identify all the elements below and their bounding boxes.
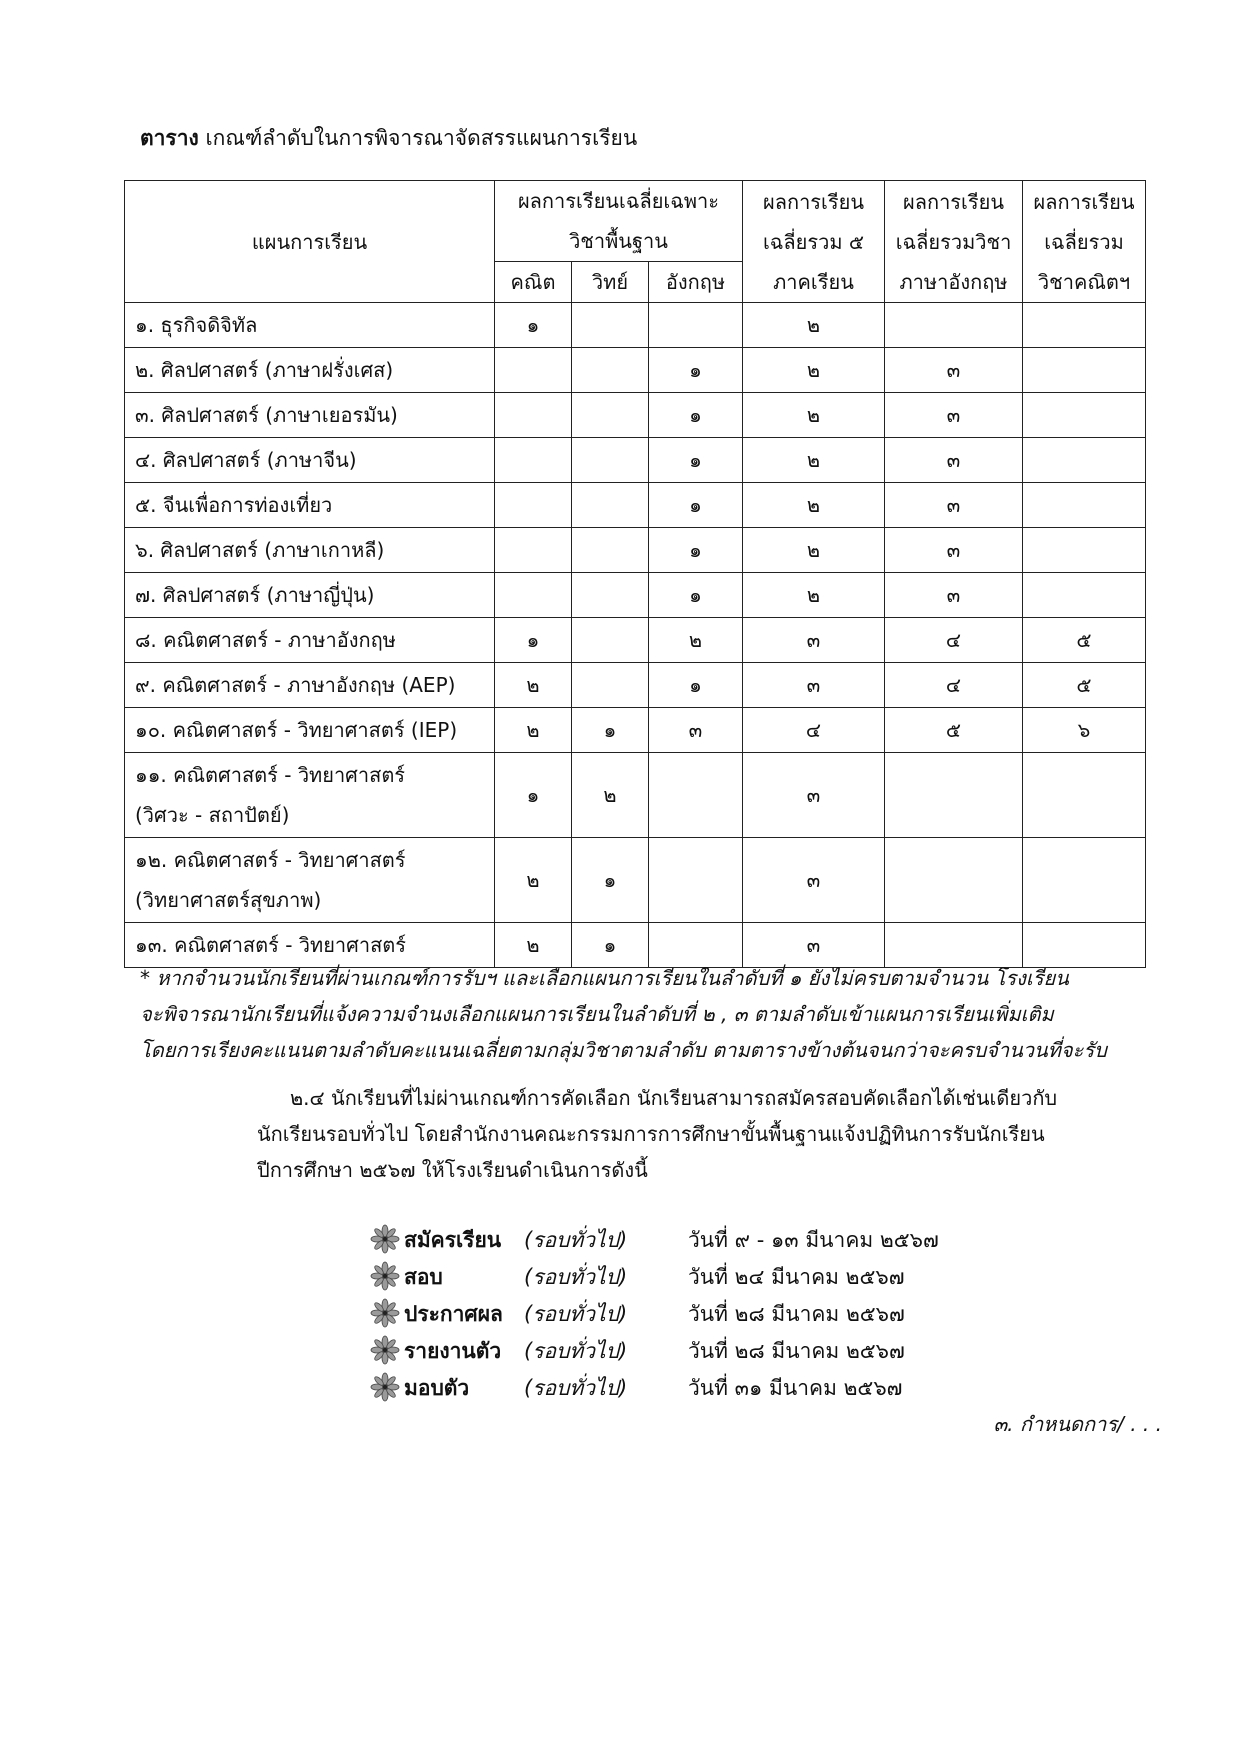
header-avg-math: ผลการเรียน เฉลี่ยรวม วิชาคณิตฯ <box>1023 181 1146 303</box>
rank-enggrp: ๔ <box>885 663 1023 708</box>
header-english: อังกฤษ <box>649 262 743 303</box>
flower-bullet-icon <box>370 1261 400 1291</box>
schedule-date: วันที่ ๒๘ มีนาคม ๒๕๖๗ <box>688 1339 905 1363</box>
rank-eng <box>649 303 743 348</box>
plan-name: ๕. จีนเพื่อการท่องเที่ยว <box>125 483 495 528</box>
plan-name: ๑๐. คณิตศาสตร์ - วิทยาศาสตร์ (IEP) <box>125 708 495 753</box>
plan-name: ๓. ศิลปศาสตร์ (ภาษาเยอรมัน) <box>125 393 495 438</box>
schedule-date: วันที่ ๙ - ๑๓ มีนาคม ๒๕๖๗ <box>688 1228 939 1252</box>
table-row <box>125 663 1146 708</box>
rank-enggrp: ๔ <box>885 618 1023 663</box>
table-row <box>125 838 1146 923</box>
plan-name: ๒. ศิลปศาสตร์ (ภาษาฝรั่งเศส) <box>125 348 495 393</box>
rank-mathgrp <box>1023 303 1146 348</box>
rank-enggrp: ๓ <box>885 348 1023 393</box>
schedule-item <box>370 1368 1070 1405</box>
rank-mathgrp: ๕ <box>1023 663 1146 708</box>
rank-eng <box>649 838 743 923</box>
schedule-item <box>370 1257 1070 1294</box>
table-row <box>125 438 1146 483</box>
note-line-2: จะพิจารณานักเรียนที่แจ้งความจำนงเลือกแผนการเรียนในลำดับที่ ๒ , ๓ ตามลำดับเข้าแผนการเรียนเพิ่มเติม <box>140 1002 1054 1026</box>
rank-avg5: ๒ <box>743 483 885 528</box>
rank-math: ๒ <box>495 838 572 923</box>
rank-math: ๒ <box>495 708 572 753</box>
rank-sci <box>572 438 649 483</box>
table-row <box>125 618 1146 663</box>
rank-enggrp: ๕ <box>885 708 1023 753</box>
schedule-round: (รอบทั่วไป) <box>524 1339 628 1363</box>
schedule-item <box>370 1331 1070 1368</box>
rank-sci <box>572 528 649 573</box>
rank-math: ๑ <box>495 753 572 838</box>
rank-sci: ๑ <box>572 923 649 968</box>
rank-eng: ๑ <box>649 483 743 528</box>
para-line-2: นักเรียนรอบทั่วไป โดยสำนักงานคณะกรรมการการศึกษาขั้นพื้นฐานแจ้งปฏิทินการรับนักเรียน <box>257 1122 1045 1146</box>
header-math: คณิต <box>495 262 572 303</box>
rank-avg5: ๒ <box>743 348 885 393</box>
schedule-item <box>370 1294 1070 1331</box>
rank-sci: ๑ <box>572 708 649 753</box>
rank-math <box>495 438 572 483</box>
criteria-table <box>124 180 1146 968</box>
rank-avg5: ๒ <box>743 303 885 348</box>
rank-sci <box>572 393 649 438</box>
rank-math <box>495 483 572 528</box>
schedule-label: ประกาศผล <box>404 1302 503 1326</box>
table-row <box>125 573 1146 618</box>
table-row <box>125 303 1146 348</box>
schedule-round: (รอบทั่วไป) <box>524 1228 628 1252</box>
table-row <box>125 708 1146 753</box>
note-line-3: โดยการเรียงคะแนนตามลำดับคะแนนเฉลี่ยตามกลุ่มวิชาตามลำดับ ตามตารางข้างต้นจนกว่าจะครบจำนวนที่จะรับ <box>140 1038 1107 1062</box>
flower-bullet-icon <box>370 1298 400 1328</box>
rank-mathgrp <box>1023 573 1146 618</box>
rank-math <box>495 393 572 438</box>
schedule-date: วันที่ ๓๑ มีนาคม ๒๕๖๗ <box>688 1376 903 1400</box>
rank-math <box>495 348 572 393</box>
para-line-3: ปีการศึกษา ๒๕๖๗ ให้โรงเรียนดำเนินการดังนี้ <box>257 1158 648 1182</box>
page-continuation: ๓. กำหนดการ/ . . . <box>993 1412 1162 1436</box>
rank-sci <box>572 663 649 708</box>
caption-text: เกณฑ์ลำดับในการพิจารณาจัดสรรแผนการเรียน <box>198 126 638 150</box>
flower-bullet-icon <box>370 1372 400 1402</box>
schedule-round: (รอบทั่วไป) <box>524 1376 628 1400</box>
rank-avg5: ๒ <box>743 573 885 618</box>
caption-prefix: ตาราง <box>140 126 199 150</box>
table-row <box>125 753 1146 838</box>
rank-eng: ๑ <box>649 573 743 618</box>
rank-avg5: ๓ <box>743 838 885 923</box>
rank-mathgrp: ๖ <box>1023 708 1146 753</box>
plan-name: ๑. ธุรกิจดิจิทัล <box>125 303 495 348</box>
rank-sci <box>572 483 649 528</box>
table-caption <box>140 122 637 155</box>
rank-sci <box>572 303 649 348</box>
note-line-1: * หากจำนวนนักเรียนที่ผ่านเกณฑ์การรับฯ และเลือกแผนการเรียนในลำดับที่ ๑ ยังไม่ครบตามจำนวน โรงเรียน <box>140 966 1069 990</box>
schedule-label: รายงานตัว <box>404 1339 502 1363</box>
plan-name: ๔. ศิลปศาสตร์ (ภาษาจีน) <box>125 438 495 483</box>
rank-avg5: ๒ <box>743 393 885 438</box>
rank-sci <box>572 618 649 663</box>
schedule-label: สอบ <box>404 1265 443 1289</box>
rank-enggrp <box>885 303 1023 348</box>
rank-math: ๒ <box>495 663 572 708</box>
table-row <box>125 393 1146 438</box>
flower-bullet-icon <box>370 1224 400 1254</box>
schedule-round: (รอบทั่วไป) <box>524 1302 628 1326</box>
plan-name: ๑๒. คณิตศาสตร์ - วิทยาศาสตร์ (วิทยาศาสตร์สุขภาพ) <box>125 838 495 923</box>
plan-name: ๖. ศิลปศาสตร์ (ภาษาเกาหลี) <box>125 528 495 573</box>
rank-mathgrp <box>1023 348 1146 393</box>
rank-eng: ๓ <box>649 708 743 753</box>
header-science: วิทย์ <box>572 262 649 303</box>
rank-mathgrp <box>1023 393 1146 438</box>
schedule-round: (รอบทั่วไป) <box>524 1265 628 1289</box>
flower-bullet-icon <box>370 1335 400 1365</box>
rank-math <box>495 573 572 618</box>
rank-math: ๑ <box>495 618 572 663</box>
rank-sci <box>572 348 649 393</box>
rank-eng <box>649 753 743 838</box>
header-basic-subjects: ผลการเรียนเฉลี่ยเฉพาะ วิชาพื้นฐาน <box>495 181 743 262</box>
schedule-label: มอบตัว <box>404 1376 470 1400</box>
rank-mathgrp: ๕ <box>1023 618 1146 663</box>
rank-sci: ๑ <box>572 838 649 923</box>
plan-name: ๑๓. คณิตศาสตร์ - วิทยาศาสตร์ <box>125 923 495 968</box>
plan-name: ๗. ศิลปศาสตร์ (ภาษาญี่ปุ่น) <box>125 573 495 618</box>
schedule-date: วันที่ ๒๘ มีนาคม ๒๕๖๗ <box>688 1302 905 1326</box>
plan-name: ๘. คณิตศาสตร์ - ภาษาอังกฤษ <box>125 618 495 663</box>
rank-eng: ๑ <box>649 393 743 438</box>
rank-avg5: ๒ <box>743 528 885 573</box>
table-row <box>125 483 1146 528</box>
header-avg-english: ผลการเรียน เฉลี่ยรวมวิชา ภาษาอังกฤษ <box>885 181 1023 303</box>
rank-enggrp: ๓ <box>885 438 1023 483</box>
rank-avg5: ๔ <box>743 708 885 753</box>
rank-sci <box>572 573 649 618</box>
rank-enggrp <box>885 753 1023 838</box>
rank-eng: ๑ <box>649 663 743 708</box>
rank-enggrp: ๓ <box>885 573 1023 618</box>
rank-math: ๑ <box>495 303 572 348</box>
schedule-label: สมัครเรียน <box>404 1228 502 1252</box>
rank-math <box>495 528 572 573</box>
rank-avg5: ๓ <box>743 663 885 708</box>
rank-avg5: ๓ <box>743 618 885 663</box>
rank-enggrp: ๓ <box>885 393 1023 438</box>
rank-sci: ๒ <box>572 753 649 838</box>
rank-eng: ๑ <box>649 528 743 573</box>
rank-mathgrp <box>1023 838 1146 923</box>
rank-mathgrp <box>1023 438 1146 483</box>
rank-eng: ๒ <box>649 618 743 663</box>
header-avg-5-terms: ผลการเรียน เฉลี่ยรวม ๕ ภาคเรียน <box>743 181 885 303</box>
rank-eng: ๑ <box>649 348 743 393</box>
rank-enggrp <box>885 838 1023 923</box>
rank-eng: ๑ <box>649 438 743 483</box>
table-row <box>125 528 1146 573</box>
rank-enggrp: ๓ <box>885 528 1023 573</box>
plan-name: ๑๑. คณิตศาสตร์ - วิทยาศาสตร์ (วิศวะ - สถาปัตย์) <box>125 753 495 838</box>
table-row <box>125 348 1146 393</box>
rank-avg5: ๓ <box>743 753 885 838</box>
rank-avg5: ๒ <box>743 438 885 483</box>
schedule-list <box>370 1220 1070 1405</box>
rank-avg5: ๓ <box>743 923 885 968</box>
rank-mathgrp <box>1023 483 1146 528</box>
para-line-1: ๒.๔ นักเรียนที่ไม่ผ่านเกณฑ์การคัดเลือก นักเรียนสามารถสมัครสอบคัดเลือกได้เช่นเดียวกับ <box>290 1086 1058 1110</box>
rank-math: ๒ <box>495 923 572 968</box>
rank-mathgrp <box>1023 753 1146 838</box>
rank-enggrp: ๓ <box>885 483 1023 528</box>
plan-name: ๙. คณิตศาสตร์ - ภาษาอังกฤษ (AEP) <box>125 663 495 708</box>
rank-mathgrp <box>1023 528 1146 573</box>
header-plan: แผนการเรียน <box>125 181 495 303</box>
schedule-date: วันที่ ๒๔ มีนาคม ๒๕๖๗ <box>688 1265 905 1289</box>
schedule-item <box>370 1220 1070 1257</box>
